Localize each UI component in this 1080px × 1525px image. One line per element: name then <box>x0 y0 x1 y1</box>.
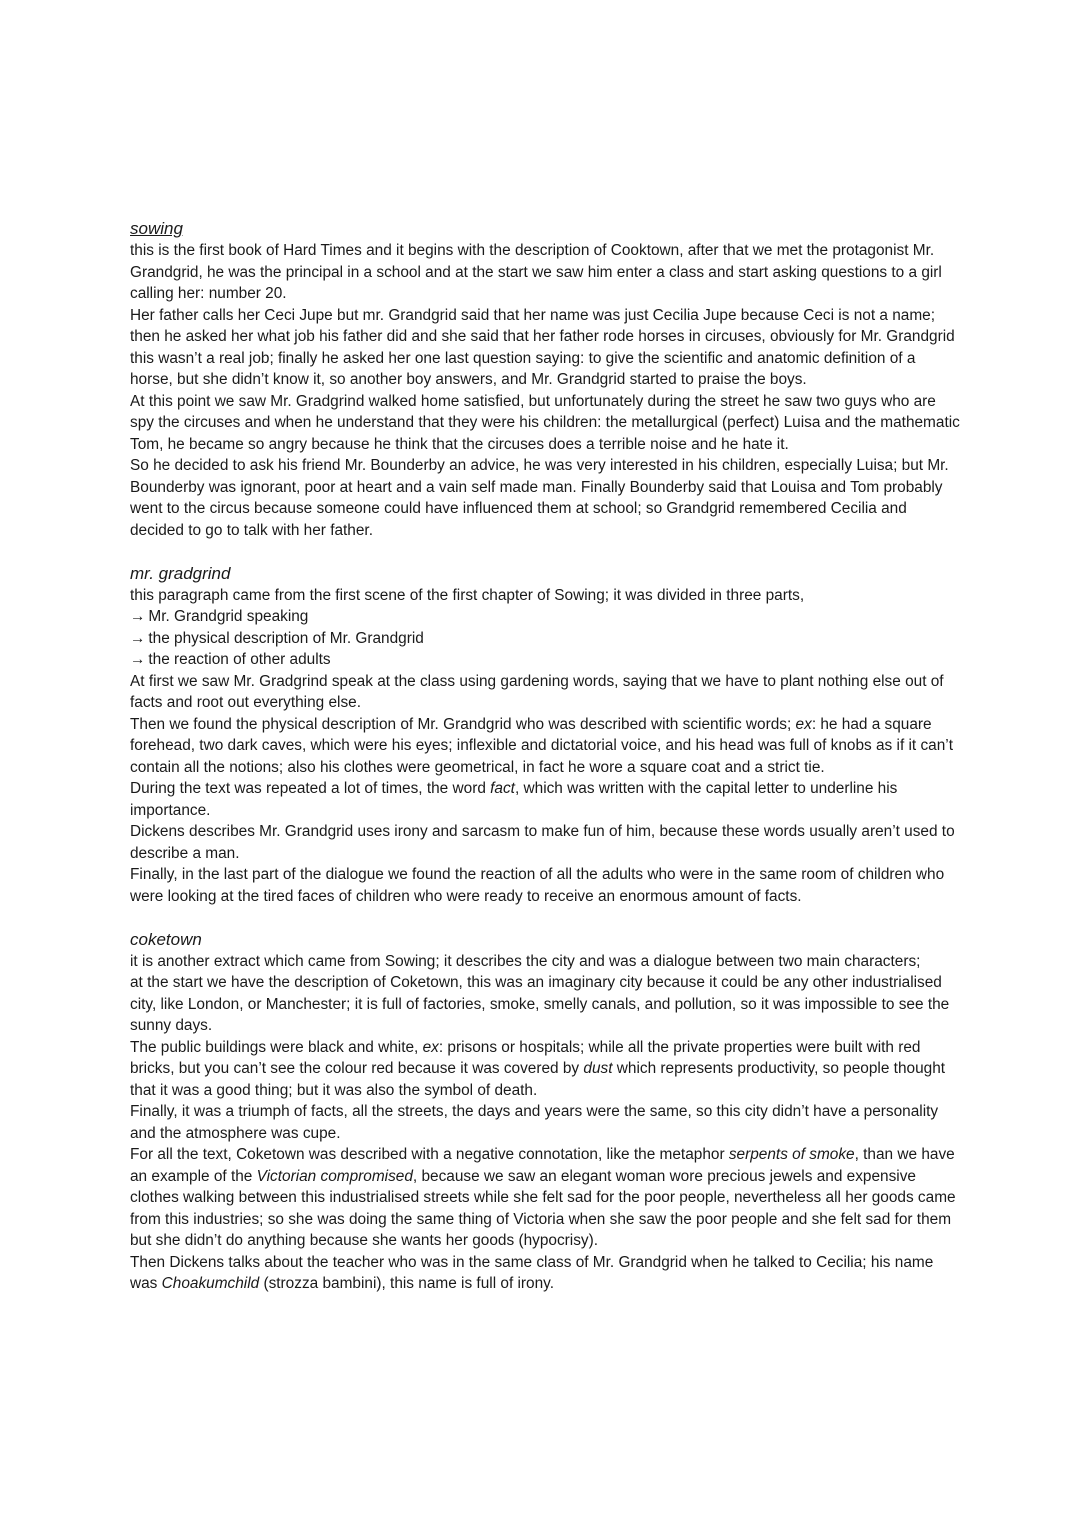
paragraph-text: Dickens describes Mr. Grandgrid uses irony and sarcasm to make fun of him, because these words usually aren’t used to describe a man. <box>130 823 955 862</box>
paragraph-text: At this point we saw Mr. Gradgrind walked home satisfied, but unfortunately during the street he saw two guys who are spy the circuses and when he understand that they were his children: the metallurgical (perfect) Luisa and the mathematic Tom, he became so angry because he think that the circuses does a terrible noise and he hate it. <box>130 392 960 453</box>
paragraph <box>130 951 960 973</box>
paragraph <box>130 972 960 1037</box>
paragraph <box>130 821 960 864</box>
arrow-icon: → <box>130 651 146 668</box>
paragraph-text: , than we have an example of the <box>130 1146 955 1185</box>
paragraph <box>130 778 960 821</box>
section-mr-gradgrind <box>130 563 960 908</box>
paragraph <box>130 1252 960 1295</box>
paragraph-text: For all the text, Coketown was described with a negative connotation, like the metaphor <box>130 1146 729 1163</box>
paragraph-text: at the start we have the description of Coketown, this was an imaginary city because it could be any other industrialised city, like London, or Manchester; it is full of factories, smoke, smelly canals, and pollution, so it was impossible to see the sunny days. <box>130 974 950 1034</box>
paragraph-text: The public buildings were black and white, <box>130 1038 423 1056</box>
paragraph <box>130 1037 960 1102</box>
list-item <box>130 606 960 628</box>
paragraph <box>130 1144 960 1252</box>
paragraph-text: Her father calls her Ceci Jupe but mr. Grandgrid said that her name was just Cecilia Jupe because Ceci is not a name; then he asked her what job his father did and she said that her father rode horses in circuses, obviously for Mr. Grandgrid this wasn’t a real job; finally he asked her one last question saying: to give the scientific and anatomic definition of a horse, but she didn’t know it, so another boy answers, and Mr. Grandgrid started to praise the boys. <box>130 306 955 388</box>
italic-term: dust <box>583 1060 613 1077</box>
italic-term: fact <box>490 780 515 797</box>
paragraph-text: During the text was repeated a lot of times, the word <box>130 780 491 797</box>
paragraph <box>130 391 960 456</box>
list-item <box>130 649 960 671</box>
paragraph-text: , which was written with the capital letter to underline his importance. <box>130 780 898 819</box>
paragraph <box>130 671 960 714</box>
paragraph-text: At first we saw Mr. Gradgrind speak at the class using gardening words, saying that we have to plant nothing else out of facts and root out everything else. <box>130 672 944 711</box>
paragraph-text: Then Dickens talks about the teacher who was in the same class of Mr. Grandgrid when he talked to Cecilia; his name was <box>130 1253 934 1292</box>
list-item-text: Mr. Grandgrid speaking <box>148 608 309 625</box>
paragraph <box>130 864 960 907</box>
paragraph-text: it is another extract which came from Sowing; it describes the city and was a dialogue between two main characters; <box>130 952 921 970</box>
list-item <box>130 628 960 650</box>
section-heading: mr. gradgrind <box>130 563 231 583</box>
paragraph-text: : prisons or hospitals; while all the private properties were built with red bricks, but you can’t see the colour red because it was covered by <box>130 1038 921 1077</box>
italic-term: serpents of smoke <box>728 1146 855 1163</box>
italic-term: Choakumchild <box>161 1275 260 1292</box>
paragraph-text: Finally, it was a triumph of facts, all the streets, the days and years were the same, so this city didn’t have a personality and the atmosphere was cupe. <box>130 1103 939 1142</box>
paragraph-text: Then we found the physical description of Mr. Grandgrid who was described with scientific words; <box>130 715 796 733</box>
paragraph <box>130 714 960 779</box>
section-coketown <box>130 929 960 1295</box>
paragraph-text: : he had a square forehead, two dark caves, which were his eyes; inflexible and dictatorial voice, and his head was full of knobs as if it can’t contain all the notions; also his clothes were geometrical, in fact he wore a square coat and a strict tie. <box>130 715 953 776</box>
arrow-icon: → <box>130 629 146 647</box>
section-heading: sowing <box>130 219 183 238</box>
section-heading: coketown <box>130 929 202 949</box>
paragraph-text: Finally, in the last part of the dialogue we found the reaction of all the adults who were in the same room of children who were looking at the tired faces of children who were ready to receive an enormous amount of facts. <box>130 866 945 905</box>
paragraph-text: So he decided to ask his friend Mr. Bounderby an advice, he was very interested in his children, especially Luisa; but Mr. Bounderby was ignorant, poor at heart and a vain self made man. Finally Bounderby said that Louisa and Tom probably went to the circus because someone could have influenced them at school; so Grandgrid remembered Cecilia and decided to go to talk with her father. <box>130 457 949 539</box>
intro-paragraph: this paragraph came from the first scene of the first chapter of Sowing; it was divided in three parts, <box>130 586 805 604</box>
italic-term: ex <box>422 1038 439 1056</box>
document-page <box>130 218 960 1295</box>
arrow-icon: → <box>130 608 146 625</box>
arrow-list <box>130 606 960 671</box>
paragraph <box>130 455 960 541</box>
italic-term: Victorian compromised <box>256 1167 413 1185</box>
paragraph-text: (strozza bambini), this name is full of irony. <box>259 1275 554 1292</box>
list-item-text: the physical description of Mr. Grandgrid <box>148 629 424 647</box>
paragraph <box>130 1101 960 1144</box>
italic-term: ex <box>795 715 812 733</box>
paragraph <box>130 240 960 305</box>
section-sowing <box>130 218 960 541</box>
list-item-text: the reaction of other adults <box>148 651 331 668</box>
paragraph-text: which represents productivity, so people thought that it was a good thing; but it was also the symbol of death. <box>130 1060 946 1099</box>
paragraph-text: this is the first book of Hard Times and it begins with the description of Cooktown, after that we met the protagonist Mr. Grandgrid, he was the principal in a school and at the start we saw him enter a class and start asking questions to a girl calling her: number 20. <box>130 242 942 302</box>
paragraph-text: , because we saw an elegant woman wore precious jewels and expensive clothes walking between this industrialised streets while she felt sad for the poor people, nevertheless all her goods came from this industries; so she was doing the same thing of Victoria when she saw the poor people and she felt sad for them but she didn’t do anything because she wants her goods (hypocrisy). <box>130 1167 956 1249</box>
paragraph <box>130 305 960 391</box>
